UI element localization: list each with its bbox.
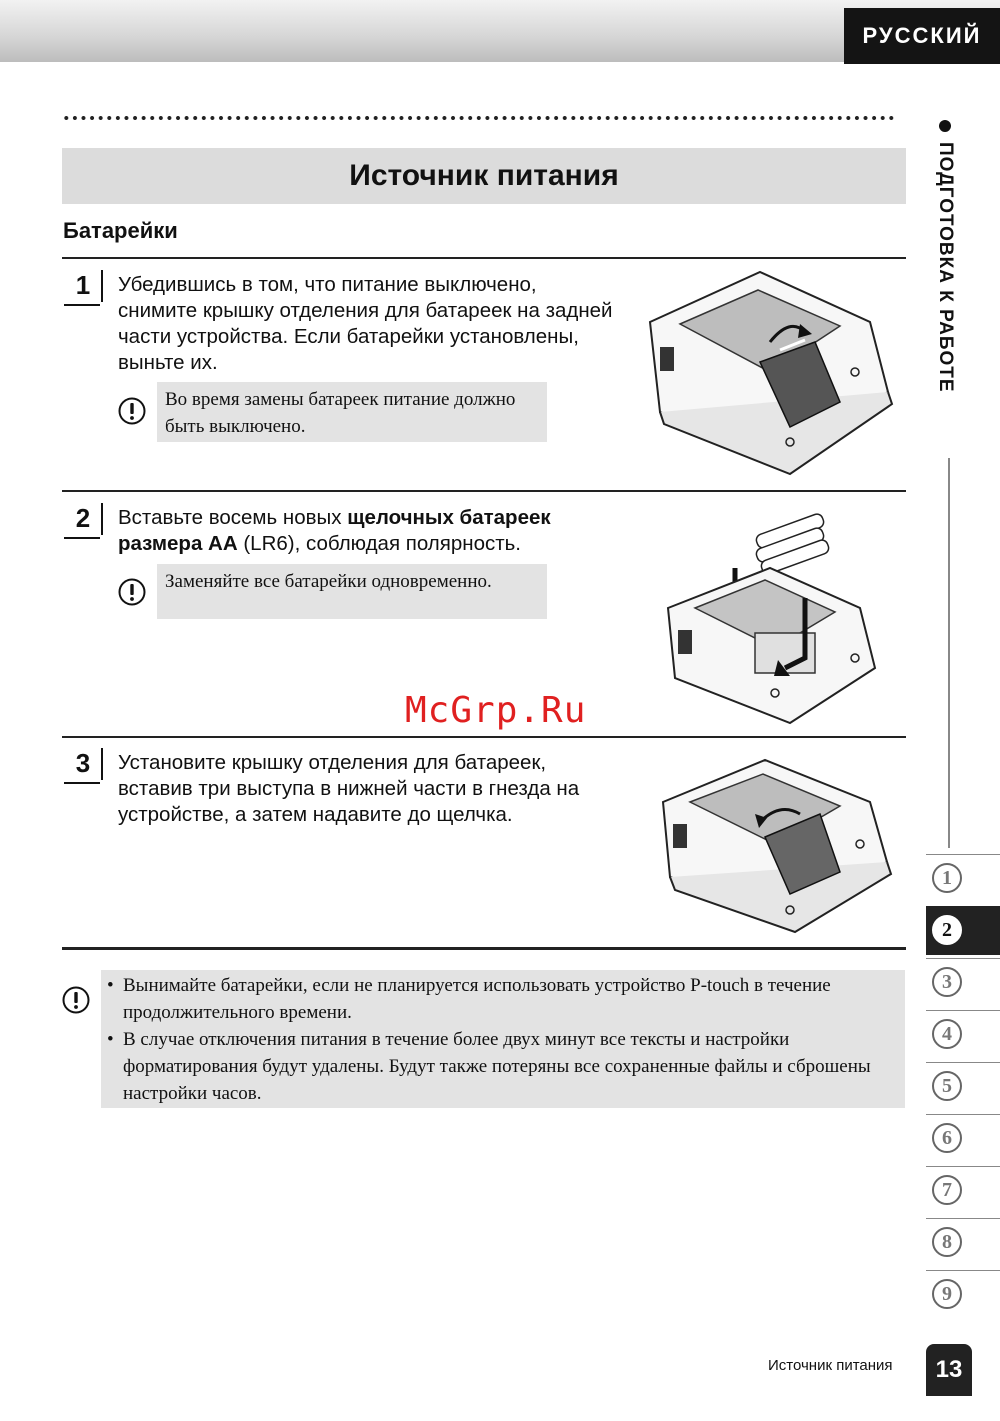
language-tab: РУССКИЙ [844,8,1000,64]
chapter-tab-3[interactable] [926,958,1000,1007]
section-side-label [930,120,970,420]
bottom-notes-list [101,972,899,1107]
sidebar-divider [948,458,950,848]
chapter-tab-4[interactable] [926,1010,1000,1059]
dotted-divider [62,116,896,120]
step-1-note: Во время замены батареек питание должно быть выключено. [157,382,547,442]
chapter-tab-9[interactable] [926,1270,1000,1319]
warning-icon [117,577,147,607]
list-item: • В случае отключения питания в течение более двух минут все тексты и настройки форматирования будут удалены. Будут также потеряны все сохраненные файлы и сброшены настройки часов. [123,1026,899,1107]
bullet-icon [939,120,951,132]
device-illustration-open-cover [640,262,900,478]
chapter-number: 3 [932,967,962,997]
chapter-number: 6 [932,1123,962,1153]
list-item: • Вынимайте батарейки, если не планируется использовать устройство P-touch в течение продолжительного времени. [123,972,899,1026]
chapter-tab-1[interactable] [926,854,1000,903]
step-3-text: Установите крышку отделения для батареек, вставив три выступа в нижней части в гнезда на устройстве, а затем надавите до щелчка. [118,751,580,826]
chapter-number: 2 [932,915,962,945]
chapter-tab-6[interactable] [926,1114,1000,1163]
chapter-number: 1 [932,863,962,893]
step-divider [62,736,906,738]
page-number: 13 [926,1344,972,1396]
step-2-text-start: Вставьте восемь новых [118,506,348,529]
chapter-tab-7[interactable] [926,1166,1000,1215]
step-2-note: Заменяйте все батарейки одновременно. [157,564,547,619]
step-3-number: 3 [68,748,98,780]
step-1-text: Убедившись в том, что питание выключено, снимите крышку отделения для батареек на задней части устройства. Если батарейки установлены, выньте их. [118,273,613,374]
step-1-number: 1 [68,270,98,302]
step-divider [62,490,906,492]
chapter-number: 4 [932,1019,962,1049]
chapter-number: 8 [932,1227,962,1257]
warning-icon [61,985,91,1015]
bottom-notes-box [101,970,905,1108]
watermark-text: McGrp.Ru [405,690,587,731]
section-label-text: ПОДГОТОВКА К РАБОТЕ [935,142,956,393]
section-end-divider [62,947,906,950]
chapter-number: 9 [932,1279,962,1309]
chapter-tab-8[interactable] [926,1218,1000,1267]
page-title: Источник питания [62,148,906,204]
device-illustration-insert-batteries [660,508,900,730]
chapter-tab-2[interactable] [926,906,1000,955]
chapter-tab-5[interactable] [926,1062,1000,1111]
step-2-text [118,505,618,557]
chapter-number: 5 [932,1071,962,1101]
step-2-text-bold: щелочных батареек размера AA [118,506,551,555]
step-2-number: 2 [68,503,98,535]
section-subtitle: Батарейки [63,218,178,243]
step-2-text-end: (LR6), соблюдая полярность. [237,532,522,555]
footer-section-name: Источник питания [768,1357,893,1374]
step-divider [62,257,906,259]
warning-icon [117,396,147,426]
device-illustration-close-cover [655,752,900,934]
chapter-number: 7 [932,1175,962,1205]
